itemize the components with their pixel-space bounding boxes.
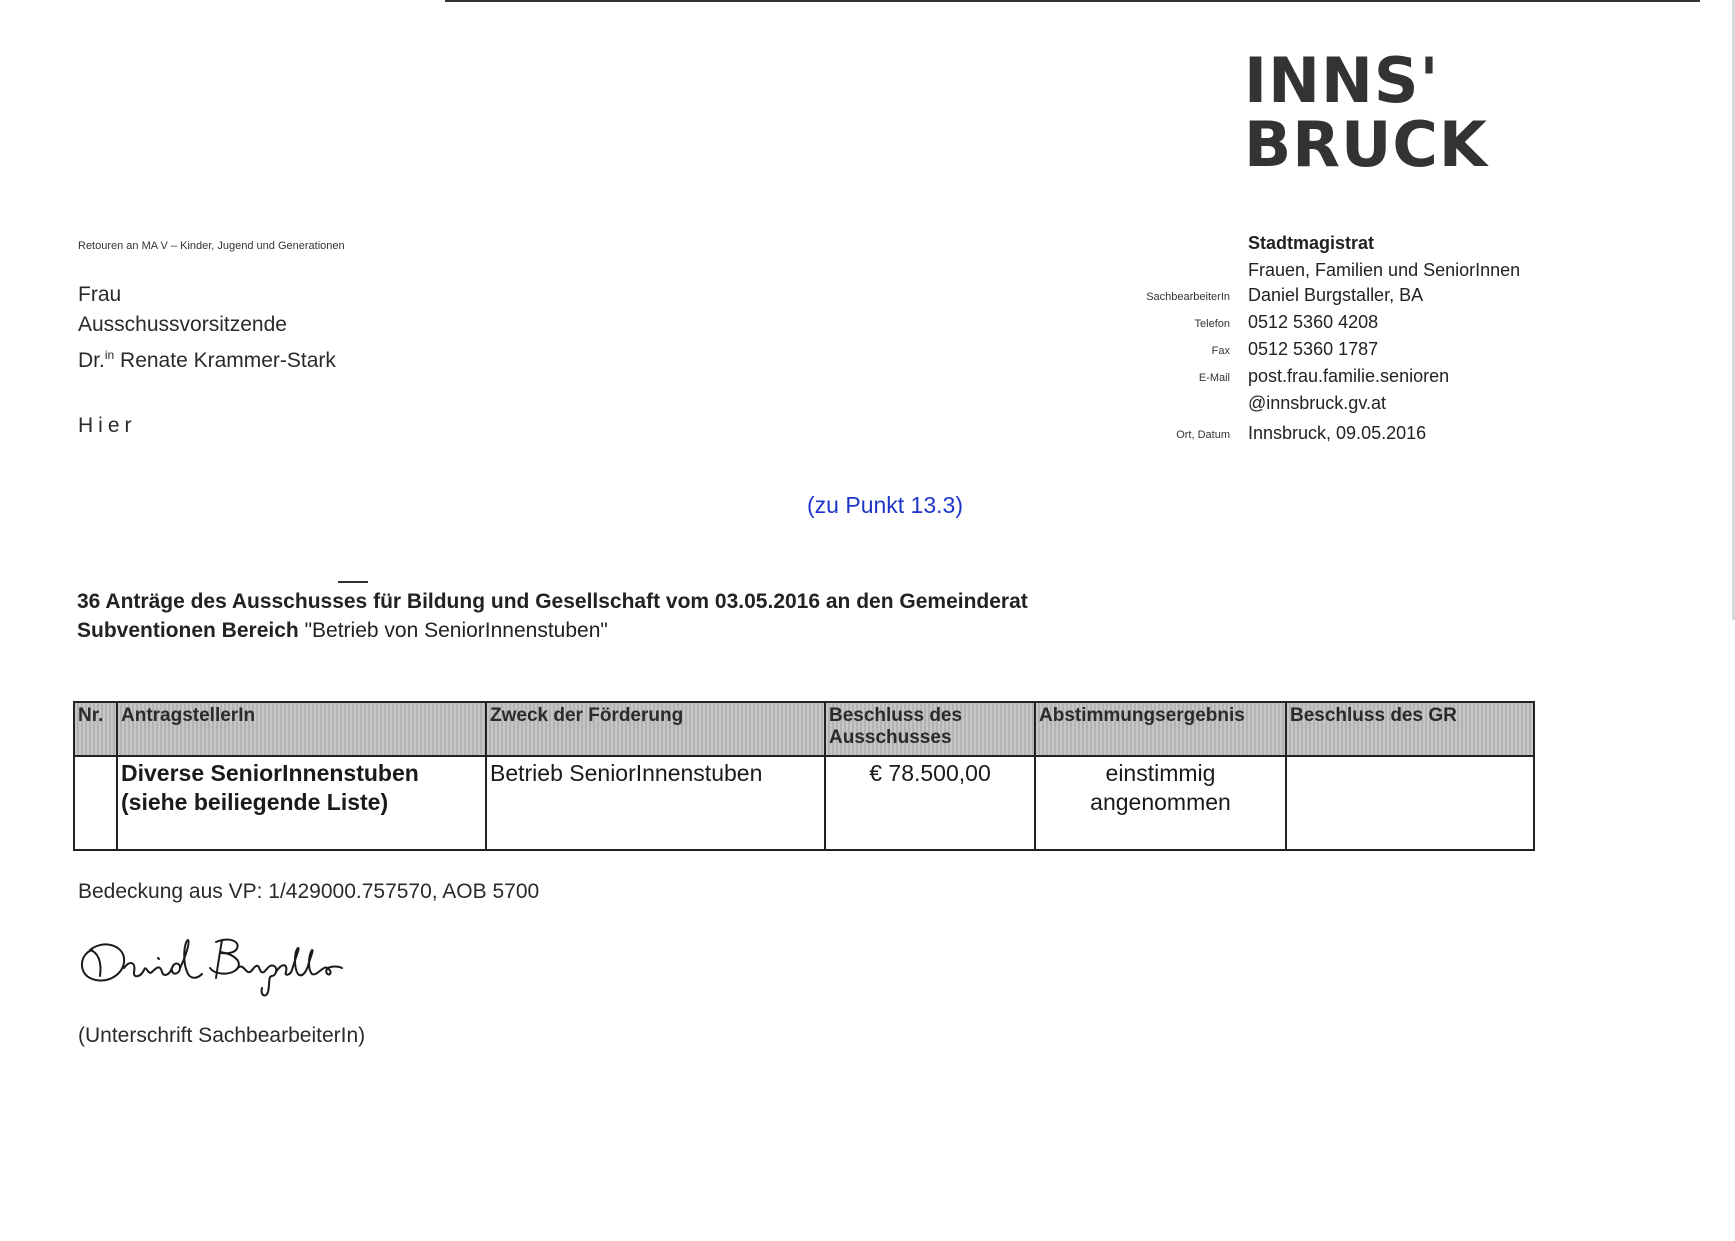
info-label: Ort, Datum (1176, 429, 1230, 441)
recipient-name-line (78, 340, 336, 376)
header-applicant: AntragstellerIn (117, 702, 486, 756)
recipient-title-sup: in (104, 348, 115, 362)
logo-line-1: INNS' (1244, 44, 1440, 117)
recipient-line-2: Ausschussvorsitzende (78, 313, 287, 336)
applicant-line-1: Diverse SeniorInnenstuben (121, 760, 419, 786)
logo-line-2: BRUCK (1244, 108, 1488, 181)
handwritten-signature (76, 928, 366, 1000)
cell-purpose: Betrieb SeniorInnenstuben (486, 756, 825, 850)
header-council-decision: Beschluss des GR (1286, 702, 1534, 756)
info-row-place-date (1000, 423, 1540, 449)
cell-vote-result (1035, 756, 1286, 850)
innsbruck-logo (1244, 44, 1488, 181)
table-header-row (74, 702, 1534, 756)
info-label: SachbearbeiterIn (1146, 291, 1230, 303)
sender-department: Frauen, Familien und SeniorInnen (1248, 260, 1521, 280)
sender-organization: Stadtmagistrat (1248, 233, 1375, 253)
info-label: Fax (1211, 345, 1230, 357)
subsidy-table (73, 701, 1535, 851)
info-value: 0512 5360 4208 (1248, 312, 1379, 332)
recipient-title: Dr. (78, 349, 105, 372)
info-row-phone (1000, 312, 1540, 338)
recipient-name: Renate Krammer-Stark (120, 349, 336, 372)
return-address: Retouren an MA V – Kinder, Jugend und Generationen (78, 240, 345, 252)
subheading-bold: Subventionen Bereich (77, 619, 299, 642)
scan-mark (338, 581, 368, 583)
recipient-location: Hier (78, 414, 137, 437)
info-label: E-Mail (1198, 372, 1230, 384)
vote-line-1: einstimmig (1105, 760, 1216, 786)
info-row-email (1000, 366, 1540, 392)
info-row-fax (1000, 339, 1540, 365)
info-value: post.frau.familie.senioren (1248, 366, 1450, 386)
info-value: Daniel Burgstaller, BA (1248, 285, 1424, 305)
header-purpose: Zweck der Förderung (486, 702, 825, 756)
info-value: Innsbruck, 09.05.2016 (1248, 423, 1427, 443)
cell-nr (74, 756, 117, 850)
info-value: 0512 5360 1787 (1248, 339, 1379, 359)
info-row-clerk (1000, 285, 1540, 311)
agenda-reference: (zu Punkt 13.3) (807, 492, 963, 518)
signature-label: (Unterschrift SachbearbeiterIn) (78, 1024, 366, 1047)
info-label: Telefon (1194, 318, 1230, 330)
subheading-rest: "Betrieb von SeniorInnenstuben" (304, 619, 608, 642)
cell-amount: € 78.500,00 (825, 756, 1035, 850)
recipient-address (78, 280, 336, 376)
funding-coverage: Bedeckung aus VP: 1/429000.757570, AOB 5700 (78, 880, 540, 903)
header-nr: Nr. (74, 702, 117, 756)
info-value: @innsbruck.gv.at (1248, 393, 1386, 413)
header-vote-result: Abstimmungsergebnis (1035, 702, 1286, 756)
applicant-line-2: (siehe beiliegende Liste) (121, 789, 389, 815)
document-subheading (77, 619, 608, 643)
info-row-email-domain (1000, 393, 1540, 419)
scan-edge-top (445, 0, 1700, 2)
vote-line-2: angenommen (1090, 789, 1231, 815)
table-row (74, 756, 1534, 850)
recipient-line-1: Frau (78, 283, 122, 306)
document-heading: 36 Anträge des Ausschusses für Bildung und Gesellschaft vom 03.05.2016 an den Gemeinderat (77, 590, 1028, 613)
cell-applicant (117, 756, 486, 850)
header-committee-decision: Beschluss des Ausschusses (825, 702, 1035, 756)
cell-council-decision (1286, 756, 1534, 850)
